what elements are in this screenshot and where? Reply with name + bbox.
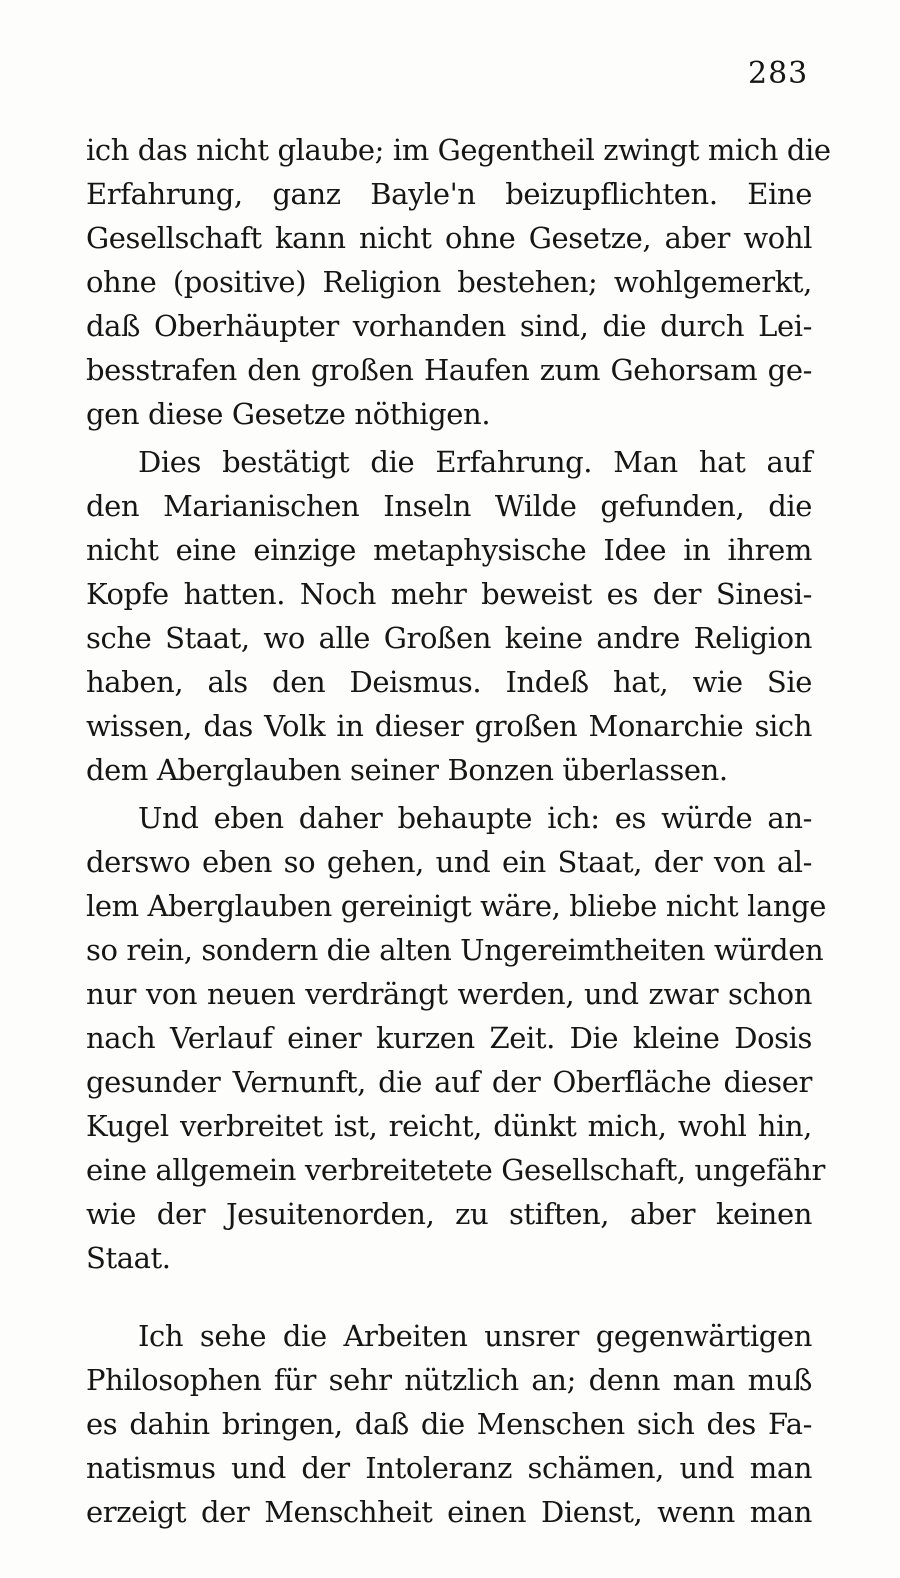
text-line: gen diese Gesetze nöthigen. [86, 397, 491, 431]
text-line: besstrafen den großen Haufen zum Gehorsam ge- [86, 353, 812, 387]
text-line: gesunder Vernunft, die auf der Oberfläche dieser [86, 1065, 812, 1099]
text-line: so rein, sondern die alten Ungereimtheiten würden [86, 933, 824, 967]
text-line: wissen, das Volk in dieser großen Monarchie sich [86, 709, 812, 743]
text-line: Und eben daher behaupte ich: es würde an- [138, 801, 812, 835]
page-number: 283 [748, 56, 809, 91]
text-line: Dies bestätigt die Erfahrung. Man hat auf [138, 445, 812, 479]
text-line: ohne (positive) Religion bestehen; wohlgemerkt, [86, 265, 812, 299]
body-text [86, 128, 831, 1534]
text-line: natismus und der Intoleranz schämen, und man [86, 1451, 812, 1485]
paragraph-3 [86, 796, 827, 1280]
text-line: erzeigt der Menschheit einen Dienst, wenn man [86, 1495, 812, 1529]
text-line: Kopfe hatten. Noch mehr beweist es der Sinesi- [86, 577, 812, 611]
paragraph-2 [86, 440, 812, 792]
text-line: Philosophen für sehr nützlich an; denn man muß [86, 1363, 812, 1397]
text-line: Erfahrung, ganz Bayle'n beizupflichten. Eine [86, 177, 812, 211]
text-line: haben, als den Deismus. Indeß hat, wie Sie [86, 665, 812, 699]
text-line: nur von neuen verdrängt werden, und zwar schon [86, 977, 812, 1011]
text-line: Gesellschaft kann nicht ohne Gesetze, aber wohl [86, 221, 812, 255]
text-line: wie der Jesuitenorden, zu stiften, aber keinen [86, 1197, 812, 1231]
text-line: eine allgemein verbreitetete Gesellschaft, ungefähr [86, 1153, 825, 1187]
text-line: Kugel verbreitet ist, reicht, dünkt mich, wohl hin, [86, 1109, 812, 1143]
paragraph-gap [86, 1280, 812, 1314]
text-line: den Marianischen Inseln Wilde gefunden, die [86, 489, 812, 523]
text-line: lem Aberglauben gereinigt wäre, bliebe nicht lange [86, 889, 827, 923]
text-line: ich das nicht glaube; im Gegentheil zwingt mich die [86, 133, 831, 167]
text-line: Ich sehe die Arbeiten unsrer gegenwärtigen [138, 1319, 812, 1353]
text-line: derswo eben so gehen, und ein Staat, der von al- [86, 845, 812, 879]
paragraph-1 [86, 128, 831, 436]
text-line: daß Oberhäupter vorhanden sind, die durch Lei- [86, 309, 812, 343]
text-line: Staat. [86, 1241, 171, 1275]
text-line: sche Staat, wo alle Großen keine andre Religion [86, 621, 812, 655]
text-line: nach Verlauf einer kurzen Zeit. Die kleine Dosis [86, 1021, 812, 1055]
text-line: dem Aberglauben seiner Bonzen überlassen. [86, 753, 728, 787]
text-line: es dahin bringen, daß die Menschen sich des Fa- [86, 1407, 812, 1441]
paragraph-4 [86, 1314, 812, 1534]
text-line: nicht eine einzige metaphysische Idee in ihrem [86, 533, 812, 567]
